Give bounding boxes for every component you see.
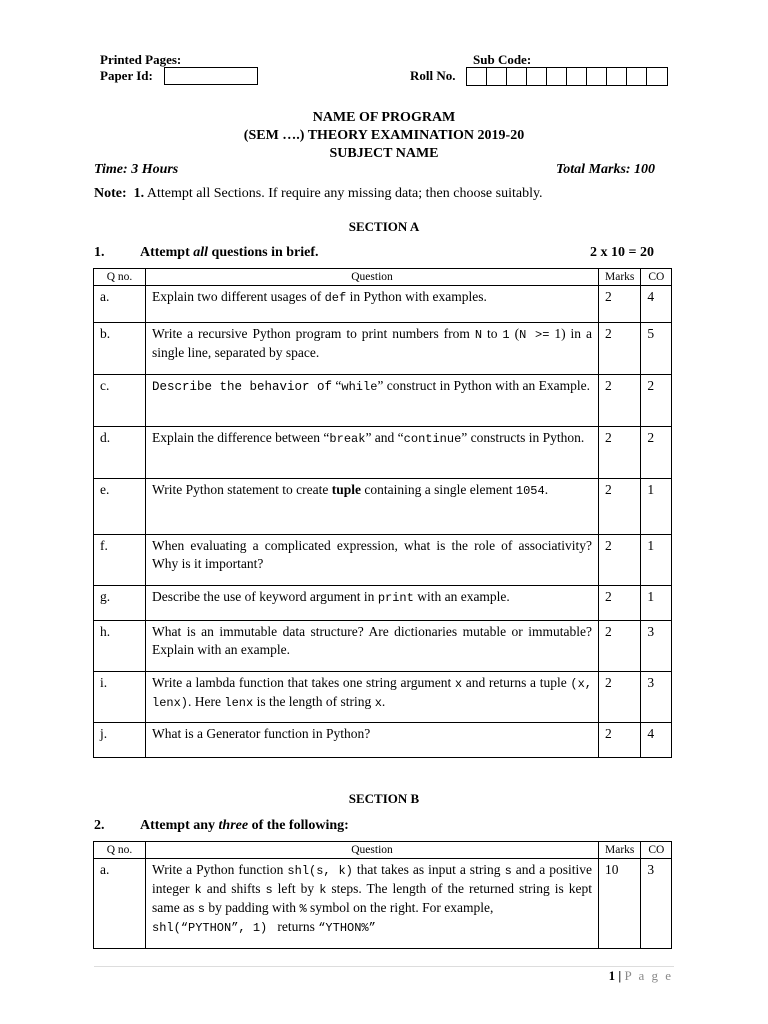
question-text: Explain two different usages of def in Python with examples. [146,286,599,323]
question-text: Write a Python function shl(s, k) that takes as input a string s and a positive integer k and shifts s left by k steps. The length of the returned string is kept same as s by padding with % symbol on the right. For example, shl(“PYTHON”, 1) returns “YTHON%” [146,859,599,949]
question-text: When evaluating a complicated expression, what is the role of associativity? Why is it important? [146,535,599,586]
section-a-title: SECTION A [348,219,420,234]
section-a-marks: 2 x 10 = 20 [590,245,654,260]
roll-no-label: Roll No. [410,68,456,83]
program-name: NAME OF PROGRAM [312,110,456,125]
table-row [94,672,672,723]
footer-divider [94,966,674,967]
page-word: P a g e [624,968,673,983]
table-header-row [94,842,672,859]
question-marks: 10 [599,859,641,949]
exam-title: (SEM ….) THEORY EXAMINATION 2019-20 [243,128,525,143]
question-marks: 2 [599,723,641,758]
question-co: 3 [641,621,672,672]
section-a-qnum: 1. [94,245,105,260]
table-row [94,286,672,323]
question-number: a. [94,286,146,323]
col-marks: Marks [599,269,641,286]
col-qno: Q no. [94,269,146,286]
table-row [94,375,672,427]
note-num: 1. [133,186,145,201]
question-marks: 2 [599,286,641,323]
question-text: Explain the difference between “break” and “continue” constructs in Python. [146,427,599,479]
question-number: f. [94,535,146,586]
section-a-table [93,268,672,758]
section-b-instruction: Attempt any three of the following: [140,818,349,833]
paper-id-label: Paper Id: [100,68,153,83]
question-text: Write a recursive Python program to print numbers from N to 1 (N >= 1) in a single line, separated by space. [146,323,599,375]
question-co: 2 [641,427,672,479]
question-marks: 2 [599,586,641,621]
question-co: 1 [641,586,672,621]
question-text: What is a Generator function in Python? [146,723,599,758]
section-b-table [93,841,672,949]
page-number: 1 [608,968,616,983]
total-marks-label: Total Marks: 100 [556,162,656,177]
table-row [94,859,672,949]
question-text: Write a lambda function that takes one string argument x and returns a tuple (x, lenx). Here lenx is the length of string x. [146,672,599,723]
question-marks: 2 [599,375,641,427]
question-co: 2 [641,375,672,427]
col-question: Question [146,842,599,859]
roll-no-field[interactable] [466,67,668,86]
question-number: i. [94,672,146,723]
question-marks: 2 [599,672,641,723]
question-co: 1 [641,535,672,586]
col-marks: Marks [599,842,641,859]
printed-pages-label: Printed Pages: [100,52,182,67]
question-number: b. [94,323,146,375]
question-co: 3 [641,672,672,723]
col-question: Question [146,269,599,286]
table-row [94,323,672,375]
paper-id-field[interactable] [164,67,258,85]
question-number: d. [94,427,146,479]
question-number: e. [94,479,146,535]
time-label: Time: 3 Hours [94,162,179,177]
question-marks: 2 [599,479,641,535]
col-qno: Q no. [94,842,146,859]
page-footer: 1 | P a g e [608,968,673,983]
subject-name: SUBJECT NAME [329,146,439,161]
note [94,186,543,202]
question-number: a. [94,859,146,949]
question-marks: 2 [599,535,641,586]
question-marks: 2 [599,323,641,375]
table-row [94,586,672,621]
table-header-row [94,269,672,286]
table-row [94,621,672,672]
table-row [94,723,672,758]
section-b-title: SECTION B [348,791,420,806]
question-text: Write Python statement to create tuple containing a single element 1054. [146,479,599,535]
table-row [94,479,672,535]
col-co: CO [641,269,672,286]
note-text: Attempt all Sections. If require any missing data; then choose suitably. [146,186,543,201]
question-co: 5 [641,323,672,375]
question-marks: 2 [599,427,641,479]
question-number: c. [94,375,146,427]
question-co: 1 [641,479,672,535]
question-text: Describe the behavior of “while” construct in Python with an Example. [146,375,599,427]
col-co: CO [641,842,672,859]
sub-code-label: Sub Code: [473,52,532,67]
question-number: h. [94,621,146,672]
section-b-qnum: 2. [94,818,105,833]
note-label: Note: [94,186,127,201]
question-co: 4 [641,286,672,323]
question-number: g. [94,586,146,621]
question-marks: 2 [599,621,641,672]
question-text: Describe the use of keyword argument in print with an example. [146,586,599,621]
question-co: 3 [641,859,672,949]
section-a-instruction: Attempt all questions in brief. [140,245,319,260]
question-co: 4 [641,723,672,758]
question-number: j. [94,723,146,758]
table-row [94,535,672,586]
table-row [94,427,672,479]
question-text: What is an immutable data structure? Are dictionaries mutable or immutable? Explain with an example. [146,621,599,672]
